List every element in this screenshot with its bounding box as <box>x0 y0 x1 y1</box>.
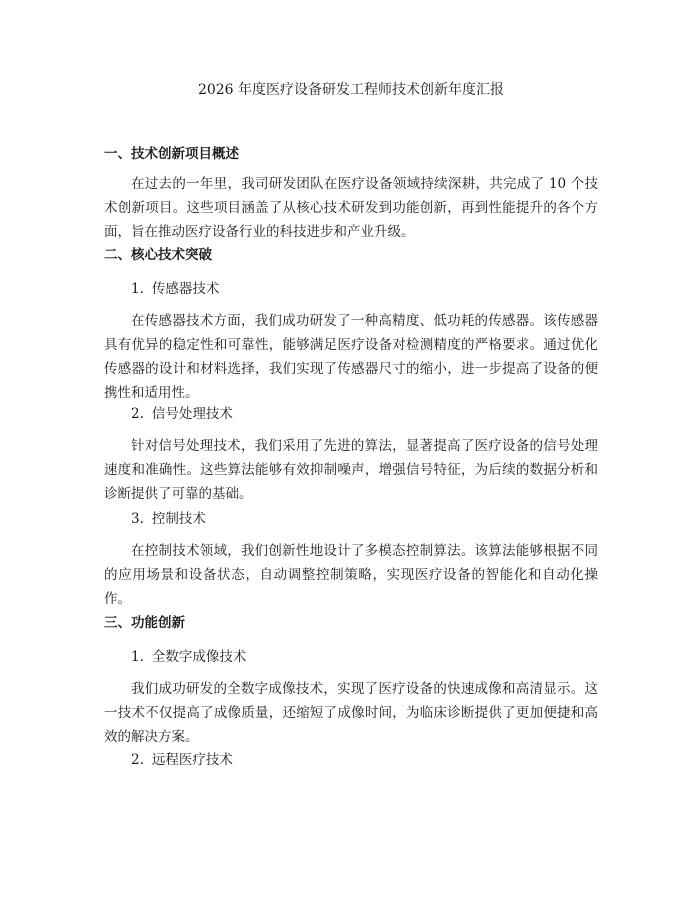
subsection-number: 1. <box>131 649 144 665</box>
section-heading-overview: 一、技术创新项目概述 <box>104 146 239 162</box>
subsection-title-sensor <box>131 279 598 299</box>
document-title: 2026 年度医疗设备研发工程师技术创新年度汇报 <box>197 82 505 98</box>
subsection-number: 2. <box>131 752 144 768</box>
subsection-paragraph-sensor: 在传感器技术方面，我们成功研发了一种高精度、低功耗的传感器。该传感器具有优异的稳定性和可靠性，能够满足医疗设备对检测精度的严格要求。通过优化传感器的设计和材料选择，我们实现了传感器尺寸的缩小，进一步提高了设备的便携性和适用性。 <box>104 313 598 401</box>
subsection-title: 传感器技术 <box>151 281 220 297</box>
subsection-title: 远程医疗技术 <box>151 752 233 768</box>
subsection-number: 2. <box>131 406 144 422</box>
subsection-number: 3. <box>131 511 144 527</box>
section-heading-function: 三、功能创新 <box>104 615 185 631</box>
subsection-number: 1. <box>131 281 144 297</box>
subsection-title-signal <box>131 404 598 424</box>
subsection-title-imaging <box>131 647 598 667</box>
subsection-paragraph-imaging: 我们成功研发的全数字成像技术，实现了医疗设备的快速成像和高清显示。这一技术不仅提高了成像质量，还缩短了成像时间，为临床诊断提供了更加便捷和高效的解决方案。 <box>104 681 598 745</box>
subsection-title-control <box>131 509 598 529</box>
subsection-title: 全数字成像技术 <box>151 649 247 665</box>
subsection-title-telemedicine <box>131 750 598 770</box>
section-paragraph: 在过去的一年里，我司研发团队在医疗设备领域持续深耕，共完成了 10 个技术创新项目。这些项目涵盖了从核心技术研发到功能创新，再到性能提升的各个方面，旨在推动医疗设备行业的科技进步和产业升级。 <box>104 176 598 240</box>
section-heading-core-tech: 二、核心技术突破 <box>104 247 212 263</box>
subsection-title: 控制技术 <box>151 511 206 527</box>
subsection-paragraph-control: 在控制技术领域，我们创新性地设计了多模态控制算法。该算法能够根据不同的应用场景和设备状态，自动调整控制策略，实现医疗设备的智能化和自动化操作。 <box>104 543 598 607</box>
subsection-title: 信号处理技术 <box>151 406 233 422</box>
subsection-paragraph-signal: 针对信号处理技术，我们采用了先进的算法，显著提高了医疗设备的信号处理速度和准确性。这些算法能够有效抑制噪声，增强信号特征，为后续的数据分析和诊断提供了可靠的基础。 <box>104 438 598 502</box>
